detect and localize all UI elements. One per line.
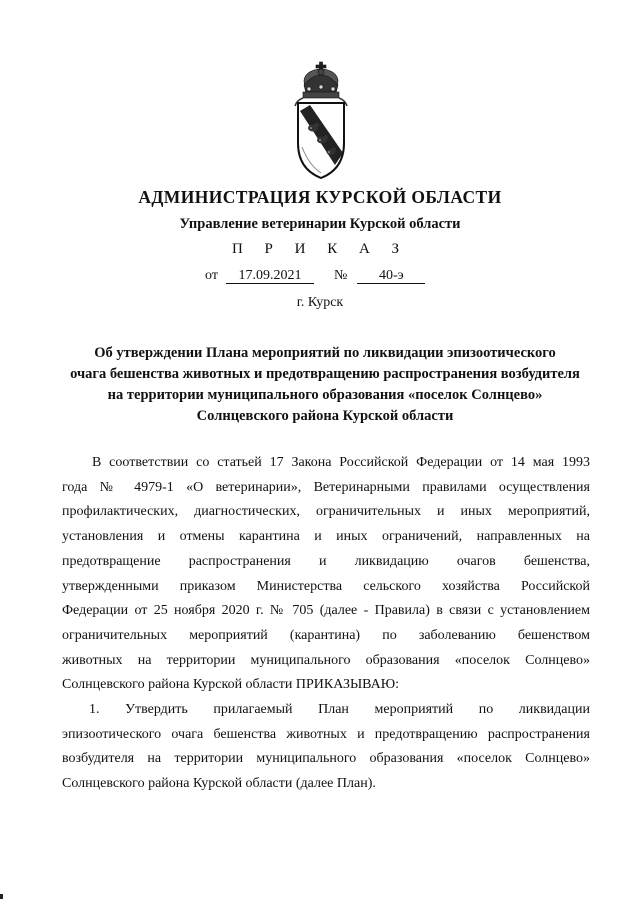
number-prefix: № — [333, 268, 348, 283]
document-date: 17.09.2021 — [226, 268, 314, 284]
body-line: утвержденными приказом Министерства сельского хозяйства Российской — [62, 578, 590, 594]
paragraph-preamble — [62, 451, 590, 698]
document-number: 40-э — [357, 268, 425, 284]
organization-title: АДМИНИСТРАЦИЯ КУРСКОЙ ОБЛАСТИ — [138, 187, 502, 207]
body-line: ограничительных мероприятий (карантина) по заболеванию бешенством — [62, 627, 590, 643]
body-line: возбудителя на территории муниципального образования «поселок Солнцево» — [62, 751, 590, 767]
list-item-1 — [62, 698, 590, 797]
subject-line: очага бешенства животных и предотвращению распространения возбудителя — [70, 366, 580, 382]
body-line: Солнцевского района Курской области (далее План). — [62, 776, 376, 792]
document-subject — [55, 343, 595, 427]
body-line: Федерации от 25 ноября 2020 г. № 705 (далее - Правила) в связи с установлением — [62, 603, 590, 619]
date-number-line — [205, 268, 425, 284]
body-line: установления и отмены карантина и иных ограничений, направленных на — [62, 529, 590, 545]
body-line: года № 4979-1 «О ветеринарии», Ветеринарными правилами осуществления — [62, 479, 590, 495]
body-line: животных на территории муниципального образования «поселок Солнцево» — [62, 652, 590, 668]
subject-line: Об утверждении Плана мероприятий по ликвидации эпизоотического — [94, 345, 556, 361]
body-line: предотвращение распространения и ликвидацию очагов бешенства, — [62, 553, 590, 569]
date-prefix: от — [205, 268, 218, 283]
subject-line: на территории муниципального образования «поселок Солнцево» — [107, 387, 543, 403]
subject-line: Солнцевского района Курской области — [196, 408, 454, 424]
body-line: Солнцевского района Курской области ПРИКАЗЫВАЮ: — [62, 677, 400, 693]
document-body — [62, 451, 590, 797]
city: г. Курск — [296, 295, 344, 310]
body-line: профилактических, диагностических, ограничительных и иных мероприятий, — [62, 504, 590, 520]
body-line: В соответствии со статьей 17 Закона Российской Федерации от 14 мая 1993 — [92, 455, 590, 470]
scan-artifact — [0, 894, 3, 899]
document-type: П Р И К А З — [231, 241, 409, 257]
body-line: 1. Утвердить прилагаемый План мероприятий по ликвидации — [89, 702, 590, 718]
kursk-coat-of-arms-icon — [289, 57, 353, 183]
department-name: Управление ветеринарии Курской области — [179, 216, 461, 232]
body-line: эпизоотического очага бешенства животных и предотвращению распространения — [62, 726, 590, 742]
